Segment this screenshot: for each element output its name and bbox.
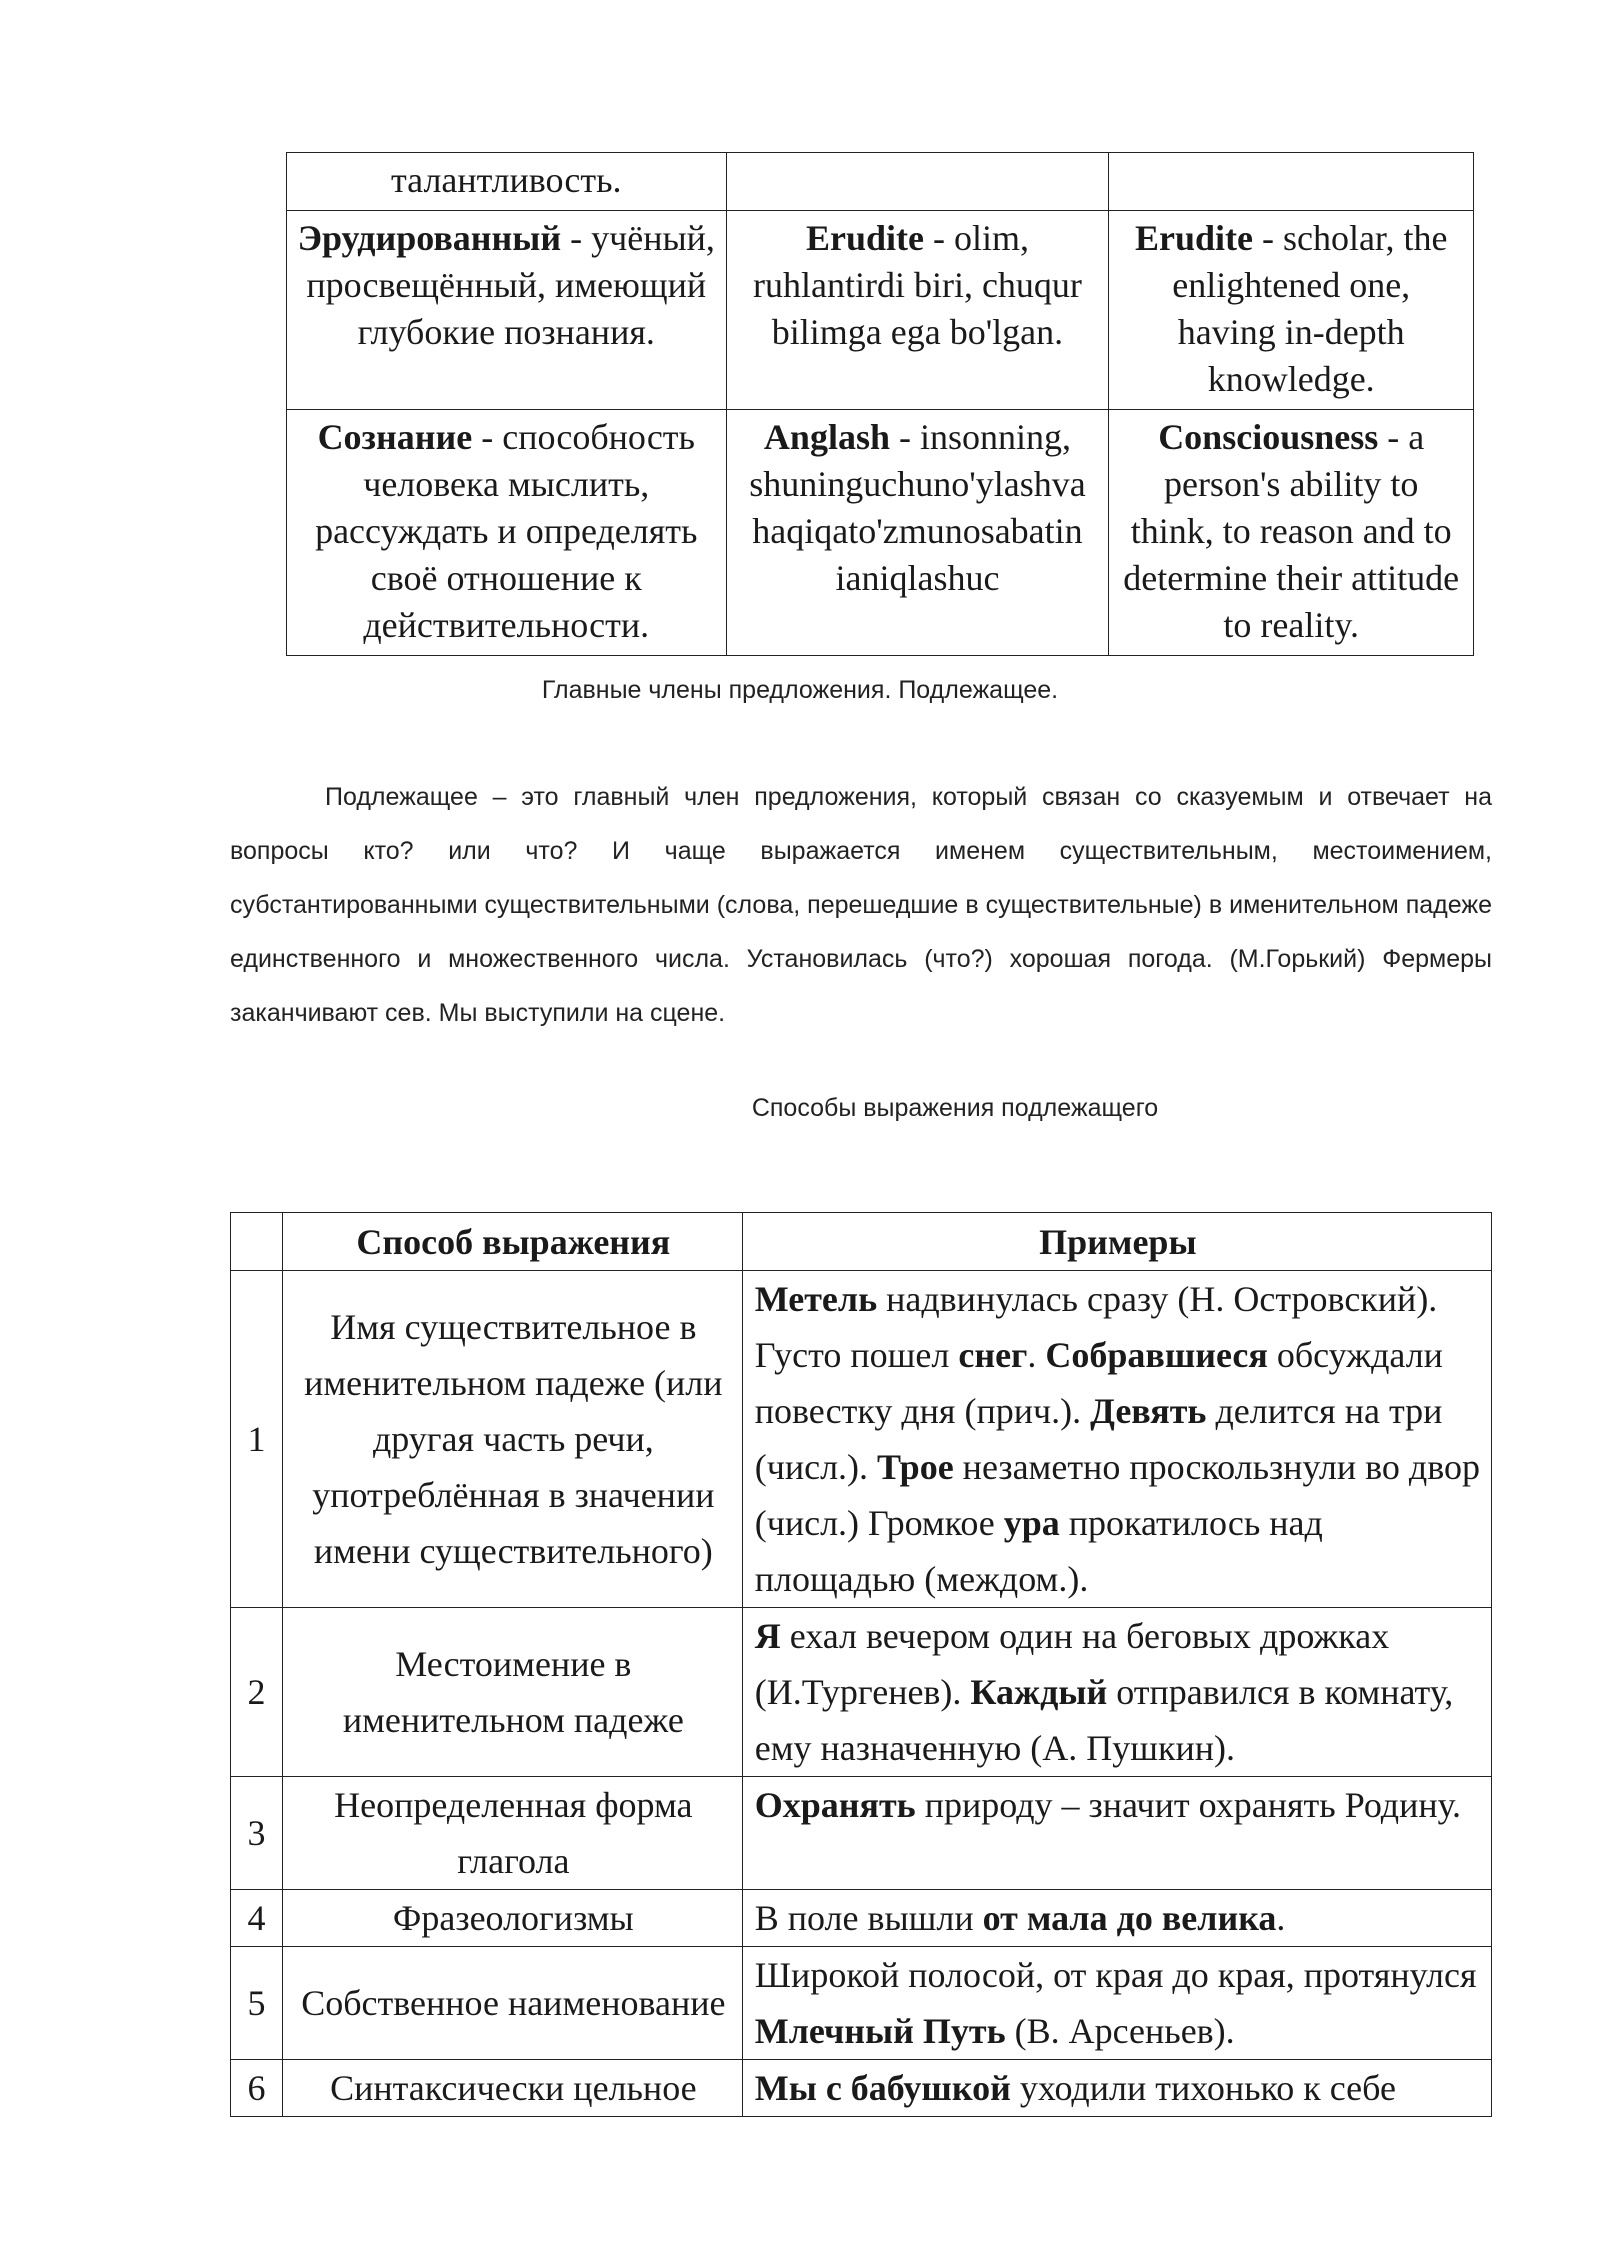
ways-of-expression-table	[230, 1212, 1492, 2117]
example-text: делится на три (числ.).	[754, 1391, 1443, 1487]
way-of-expression: Неопределенная форма глагола	[282, 1777, 742, 1890]
row-number: 3	[231, 1777, 283, 1890]
example-text: обсуждали повестку дня (прич.).	[754, 1335, 1443, 1431]
examples-cell	[742, 1890, 1491, 1947]
subject-highlight: Каждый	[970, 1672, 1108, 1712]
subject-definition-paragraph	[230, 770, 1492, 1040]
section-heading-main-members: Главные члены предложения. Подлежащее.	[541, 676, 1059, 704]
definition: - способность человека мыслить, рассуждать и определять своё отношение к действительности.	[315, 417, 698, 645]
table-row	[287, 211, 1474, 410]
definition: - olim, ruhlantirdi biri, chuqur bilimga ega bo'lgan.	[753, 218, 1082, 352]
cell-en	[1109, 211, 1474, 410]
example-text: В поле вышли	[754, 1898, 983, 1938]
example-text: надвинулась сразу (Н. Островский). Густо пошел	[754, 1279, 1438, 1375]
subject-highlight: Трое	[877, 1447, 954, 1487]
examples-cell	[742, 1608, 1491, 1777]
table-row	[231, 1947, 1492, 2060]
term: Сознание	[317, 417, 473, 457]
table-header-row	[231, 1213, 1492, 1271]
definition: - scholar, the enlightened one, having in-depth knowledge.	[1172, 218, 1448, 399]
definition: талантливость.	[390, 160, 622, 200]
examples-cell	[742, 1271, 1491, 1608]
cell-ru	[287, 410, 727, 656]
subject-highlight: ура	[1003, 1503, 1060, 1543]
term: Erudite	[1134, 218, 1253, 258]
definition: - учёный, просвещённый, имеющий глубокие познания.	[306, 218, 715, 352]
cell-en	[1109, 410, 1474, 656]
subject-highlight: снег	[958, 1335, 1028, 1375]
row-number: 2	[231, 1608, 283, 1777]
cell-uz	[726, 410, 1109, 656]
table-row	[231, 2060, 1492, 2117]
way-of-expression: Синтаксически цельное	[282, 2060, 742, 2117]
definition: - a person's ability to think, to reason and to determine their attitude to reality.	[1123, 417, 1460, 645]
table-row	[231, 1777, 1492, 1890]
example-text: (В. Арсеньев).	[1005, 2011, 1235, 2051]
cell-ru	[287, 153, 727, 211]
term: Erudite	[805, 218, 924, 258]
examples-cell	[742, 1947, 1491, 2060]
way-of-expression: Фразеологизмы	[282, 1890, 742, 1947]
table-row	[231, 1608, 1492, 1777]
table-row	[231, 1271, 1492, 1608]
subject-highlight: Охранять	[754, 1785, 916, 1825]
row-number: 4	[231, 1890, 283, 1947]
term: Anglash	[763, 417, 890, 457]
subject-highlight: от мала до велика	[982, 1898, 1277, 1938]
header-examples: Примеры	[742, 1213, 1491, 1271]
example-text: Широкой полосой, от края до края, протянулся	[754, 1955, 1477, 1995]
section-heading-ways	[0, 1094, 1600, 1123]
table-row	[231, 1890, 1492, 1947]
term: Consciousness	[1158, 417, 1379, 457]
subject-highlight: Я	[754, 1616, 781, 1656]
way-of-expression: Имя существительное в именительном падеже (или другая часть речи, употреблённая в значении имени существительного)	[282, 1271, 742, 1608]
cell-en	[1109, 153, 1474, 211]
example-text: ехал вечером один на беговых дрожках (И.Тургенев).	[754, 1616, 1390, 1712]
example-text: отправился в комнату, ему назначенную (А. Пушкин).	[754, 1672, 1454, 1768]
example-text: прокатилось над площадью (междом.).	[754, 1503, 1323, 1599]
definition: - insonning, shuninguchuno'ylashva haqiqato'zmunosabatin ianiqlashuc	[749, 417, 1086, 598]
ways-heading-text: Способы выражения подлежащего	[751, 1094, 1159, 1122]
examples-cell	[742, 1777, 1491, 1890]
cell-uz	[726, 153, 1109, 211]
example-text: незаметно проскользнули во двор (числ.) Громкое	[754, 1447, 1480, 1543]
subject-highlight: Мы с бабушкой	[754, 2068, 1011, 2108]
cell-uz	[726, 211, 1109, 410]
examples-cell	[742, 2060, 1491, 2117]
subject-highlight: Метель	[754, 1279, 878, 1319]
header-way: Способ выражения	[282, 1213, 742, 1271]
example-text: .	[1027, 1335, 1046, 1375]
subject-highlight: Млечный Путь	[754, 2011, 1006, 2051]
row-number: 1	[231, 1271, 283, 1608]
subject-highlight: Девять	[1090, 1391, 1207, 1431]
table-row	[287, 153, 1474, 211]
way-of-expression: Местоимение в именительном падеже	[282, 1608, 742, 1777]
header-number	[231, 1213, 283, 1271]
paragraph-text: Подлежащее – это главный член предложения, который связан со сказуемым и отвечает на вопросы кто? или что? И чаще выражается именем существительным, местоимением, субстантированными существительными (слова, перешедшие в существительные) в именительном падеже единственного и множественного числа. Установилась (что?) хорошая погода. (М.Горький) Фермеры заканчивают сев. Мы выступили на сцене.	[230, 783, 1492, 1027]
example-text: уходили тихонько к себе	[1010, 2068, 1396, 2108]
example-text: природу – значит охранять Родину.	[915, 1785, 1462, 1825]
example-text: .	[1276, 1898, 1286, 1938]
row-number: 5	[231, 1947, 283, 2060]
vocabulary-table	[286, 152, 1474, 656]
term: Эрудированный	[297, 218, 562, 258]
subject-highlight: Собравшиеся	[1045, 1335, 1268, 1375]
row-number: 6	[231, 2060, 283, 2117]
cell-ru	[287, 211, 727, 410]
way-of-expression: Собственное наименование	[282, 1947, 742, 2060]
table-row	[287, 410, 1474, 656]
